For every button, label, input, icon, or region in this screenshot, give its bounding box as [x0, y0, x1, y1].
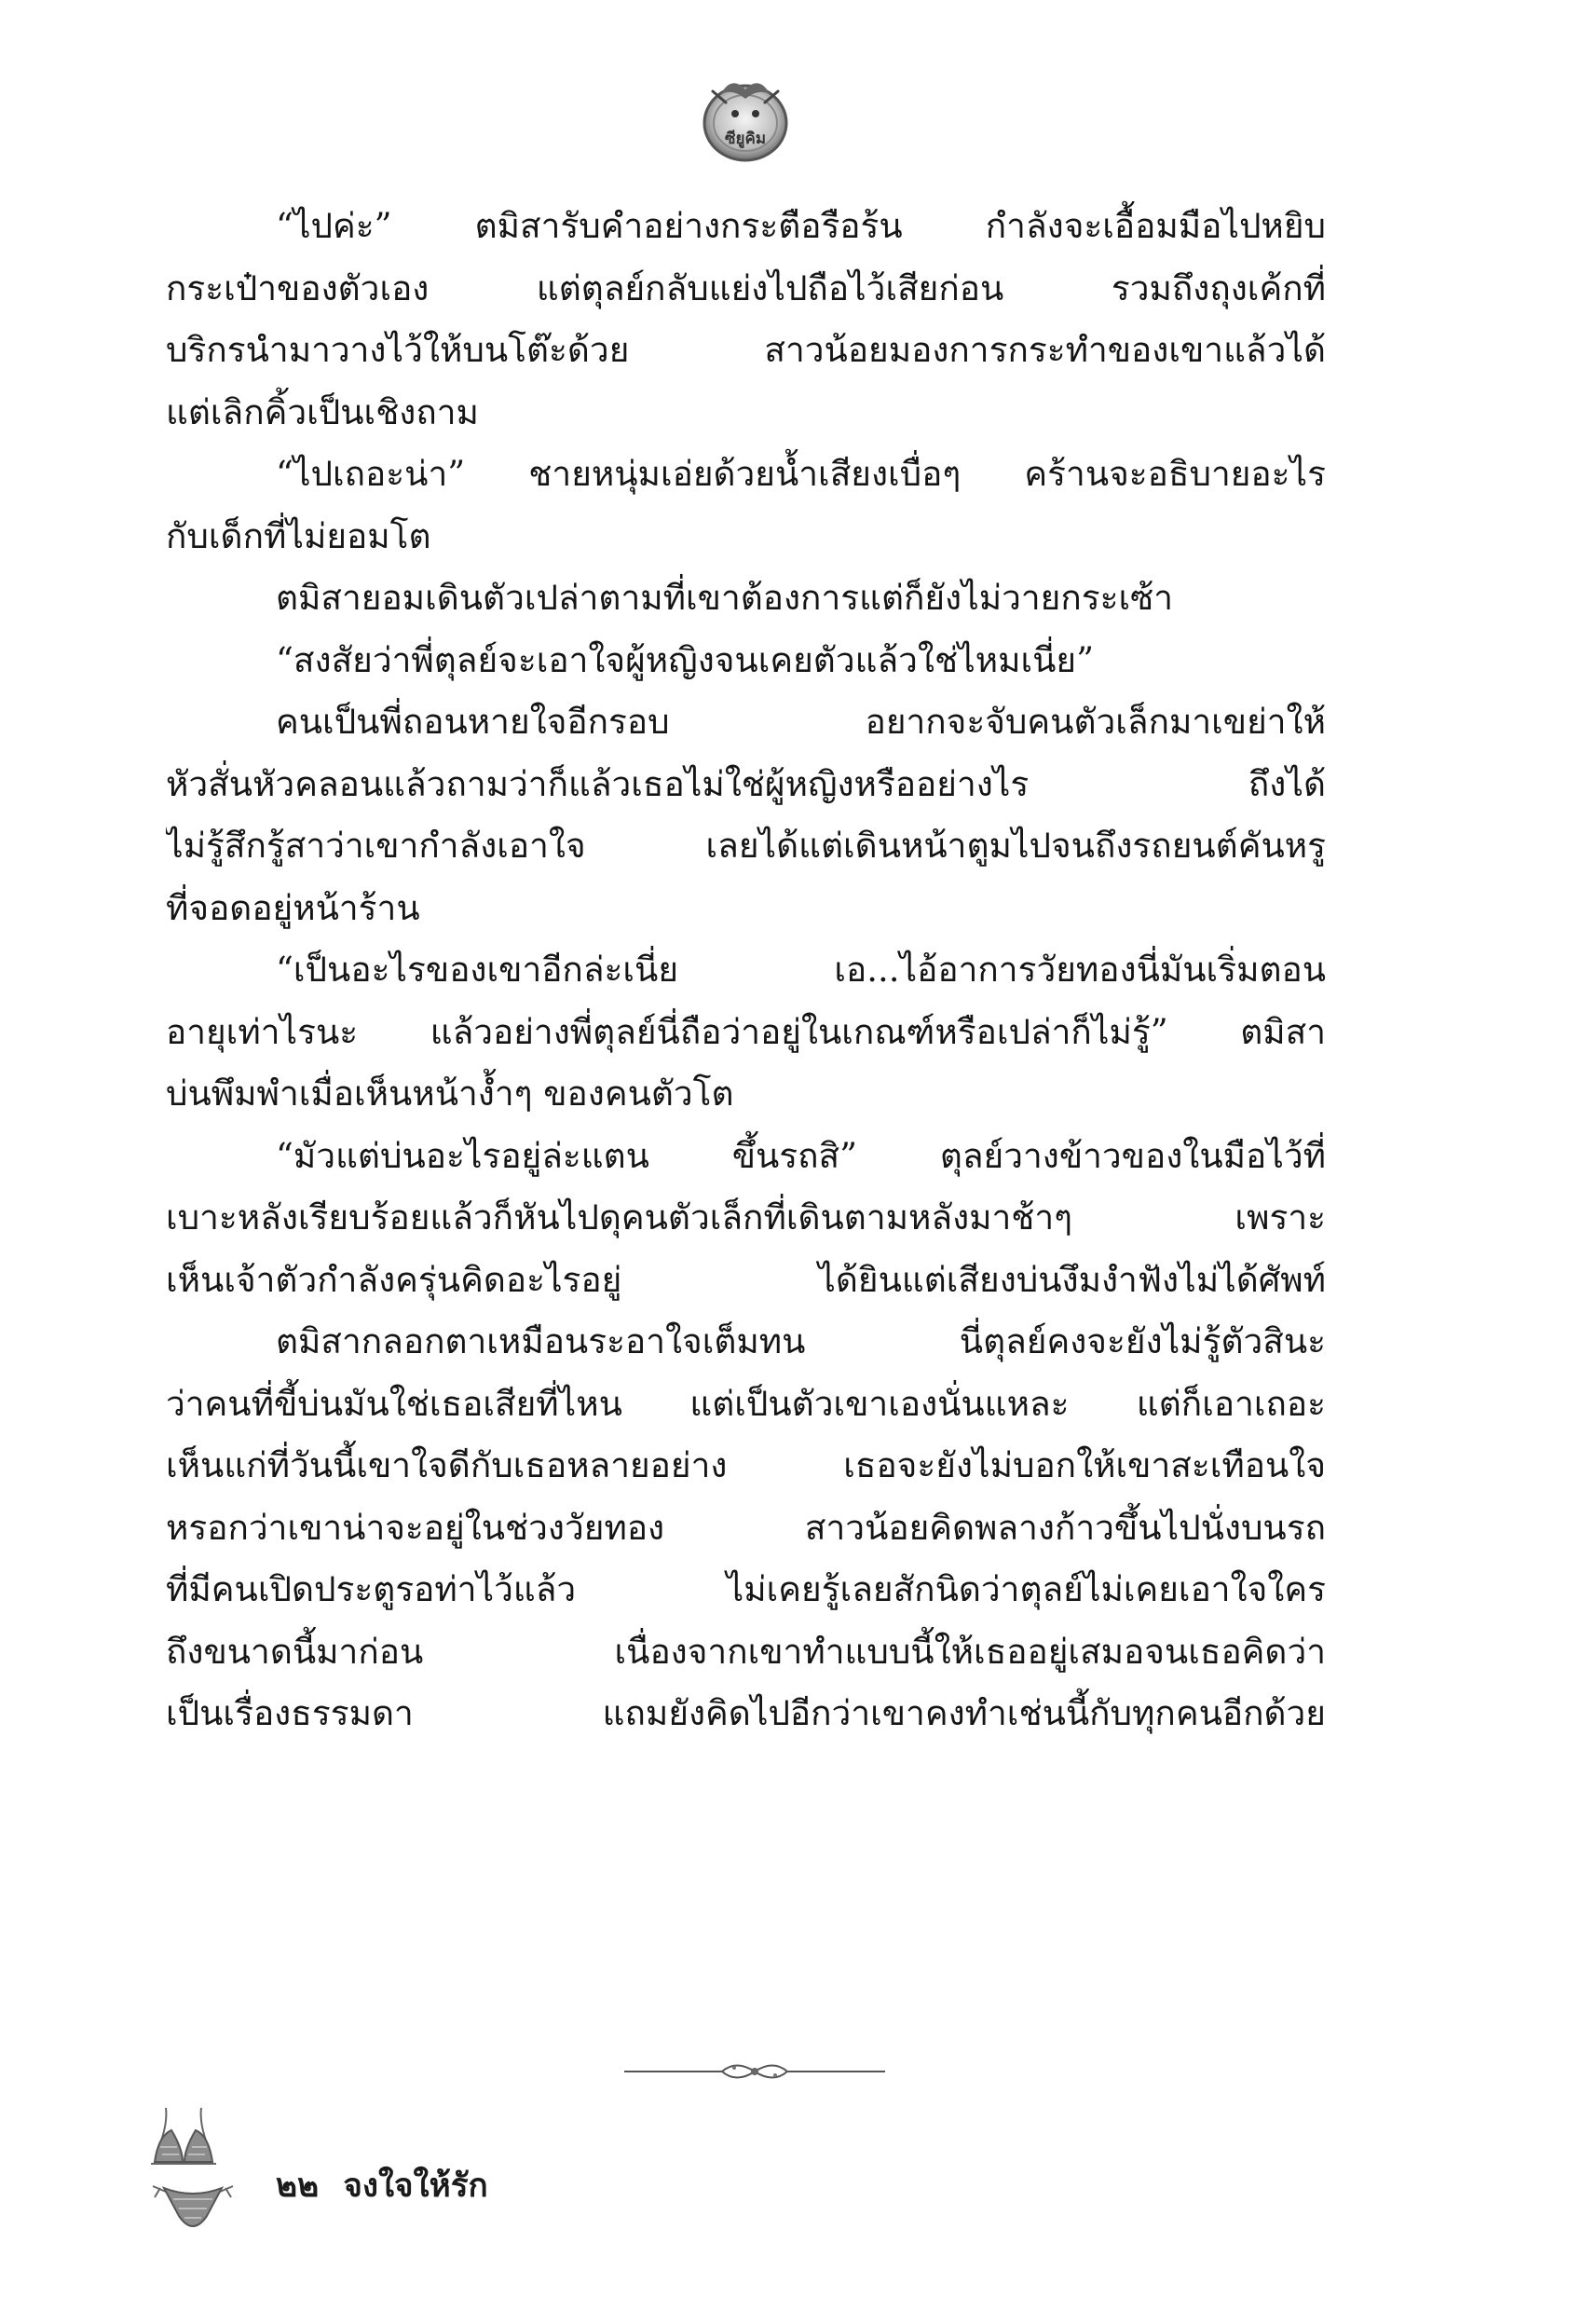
logo-emblem-icon [694, 67, 797, 170]
text-line: เห็นเจ้าตัวกำลังครุ่นคิดอะไรอยู่ ได้ยินแต่เสียงบ่นงึมงำฟังไม่ได้ศัพท์ [166, 1259, 1326, 1300]
text-line: หัวสั่นหัวคลอนแล้วถามว่าก็แล้วเธอไม่ใช่ผู้หญิงหรืออย่างไร ถึงได้ [166, 763, 1326, 804]
text-line: “สงสัยว่าพี่ตุลย์จะเอาใจผู้หญิงจนเคยตัวแล้วใช่ไหมเนี่ย” [276, 639, 1095, 680]
text-line: ไม่รู้สึกรู้สาว่าเขากำลังเอาใจ เลยได้แต่เดินหน้าตูมไปจนถึงรถยนต์คันหรู [166, 826, 1326, 866]
text-line: ที่มีคนเปิดประตูรอท่าไว้แล้ว ไม่เคยรู้เลยสักนิดว่าตุลย์ไม่เคยเอาใจใคร [166, 1569, 1326, 1609]
text-line: แต่เลิกคิ้วเป็นเชิงถาม [166, 391, 479, 432]
bikini-top-icon [151, 2104, 216, 2174]
text-line: ที่จอดอยู่หน้าร้าน [166, 887, 420, 928]
text-line: “ไปเถอะน่า” ชายหนุ่มเอ่ยด้วยน้ำเสียงเบื่อๆ คร้านจะอธิบายอะไร [276, 454, 1326, 494]
book-title: จงใจให้รัก [343, 2167, 488, 2205]
page-body [166, 196, 1326, 1745]
text-line: ตมิสายอมเดินตัวเปล่าตามที่เขาต้องการแต่ก็ยังไม่วายกระเซ้า [276, 578, 1174, 618]
text-line: “เป็นอะไรของเขาอีกล่ะเนี่ย เอ...ไอ้อาการวัยทองนี่มันเริ่มตอน [276, 950, 1326, 990]
text-line: อายุเท่าไรนะ แล้วอย่างพี่ตุลย์นี่ถือว่าอยู่ในเกณฑ์หรือเปล่าก็ไม่รู้” ตมิสา [166, 1011, 1326, 1052]
ornamental-divider-icon [615, 2058, 894, 2085]
text-line: ตมิสากลอกตาเหมือนระอาใจเต็มทน นี่ตุลย์คงจะยังไม่รู้ตัวสินะ [276, 1321, 1326, 1361]
text-line: “ไปค่ะ” ตมิสารับคำอย่างกระตือรือร้น กำลังจะเอื้อมมือไปหยิบ [276, 206, 1326, 246]
text-line: บ่นพึมพำเมื่อเห็นหน้างํ้าๆ ของคนตัวโต [166, 1073, 734, 1114]
page-number: ๒๒ [276, 2167, 320, 2205]
page-footer [276, 2160, 501, 2211]
text-line: บริกรนำมาวางไว้ให้บนโต๊ะด้วย สาวน้อยมองการกระทำของเขาแล้วได้ [166, 330, 1326, 370]
text-line: หรอกว่าเขาน่าจะอยู่ในช่วงวัยทอง สาวน้อยคิดพลางก้าวขึ้นไปนั่งบนรถ [166, 1507, 1326, 1548]
text-line: กระเป๋าของตัวเอง แต่ตุลย์กลับแย่งไปถือไว้เสียก่อน รวมถึงถุงเค้กที่ [166, 267, 1326, 308]
text-line: คนเป็นพี่ถอนหายใจอีกรอบ อยากจะจับคนตัวเล็กมาเขย่าให้ [276, 702, 1326, 742]
text-line: เห็นแก่ที่วันนี้เขาใจดีกับเธอหลายอย่าง เธอจะยังไม่บอกให้เขาสะเทือนใจ [166, 1445, 1326, 1485]
text-line: เบาะหลังเรียบร้อยแล้วก็หันไปดุคนตัวเล็กที่เดินตามหลังมาช้าๆ เพราะ [166, 1197, 1326, 1238]
text-line: กับเด็กที่ไม่ยอมโต [166, 515, 431, 556]
text-line: ถึงขนาดนี้มาก่อน เนื่องจากเขาทำแบบนี้ให้เธออยู่เสมอจนเธอคิดว่า [166, 1631, 1326, 1672]
text-line: เป็นเรื่องธรรมดา แถมยังคิดไปอีกว่าเขาคงทำเช่นนี้กับทุกคนอีกด้วย [166, 1693, 1326, 1733]
text-line: ว่าคนที่ขี้บ่นมันใช่เธอเสียที่ไหน แต่เป็นตัวเขาเองนั่นแหละ แต่ก็เอาเถอะ [166, 1383, 1326, 1424]
bikini-bottom-icon [151, 2179, 235, 2249]
text-line: “มัวแต่บ่นอะไรอยู่ล่ะแตน ขึ้นรถสิ” ตุลย์วางข้าวของในมือไว้ที่ [276, 1135, 1326, 1176]
logo-text: ซียูคิม [724, 130, 767, 148]
